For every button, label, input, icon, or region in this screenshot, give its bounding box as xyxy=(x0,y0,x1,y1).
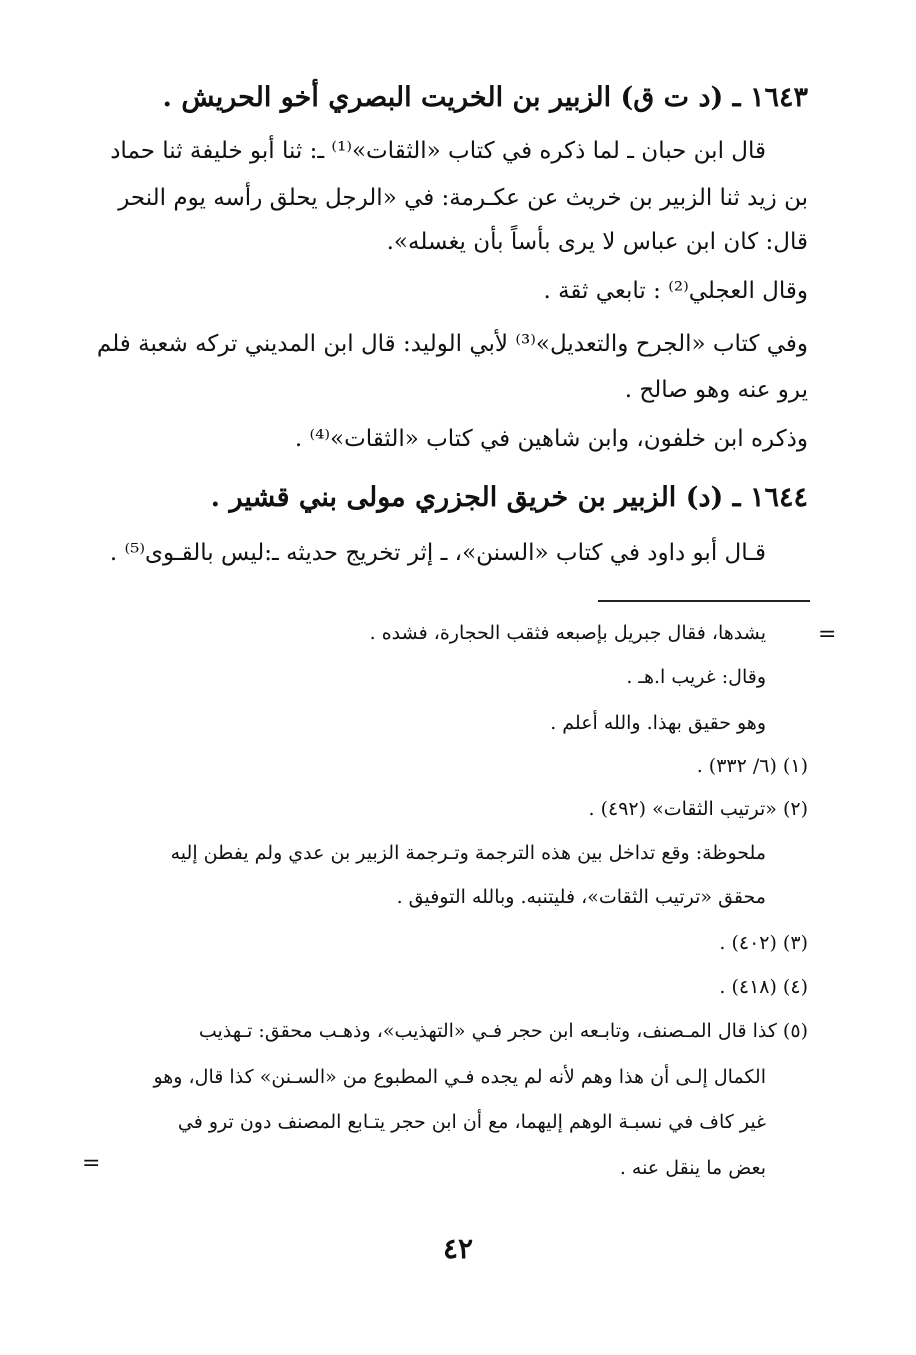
entry-1643-line-2: بن زيد ثنا الزبير بن خريث عن عكـرمة: في «الرجل يحلق رأسه يوم النحر xyxy=(118,185,808,211)
footnote-line: وقال: غريب ا.هـ . xyxy=(626,666,766,688)
entry-1643-line-7: وذكره ابن خلفون، وابن شاهين في كتاب «الثقات»⁽⁴⁾ . xyxy=(294,426,808,452)
footnote-line: بعض ما ينقل عنه . xyxy=(619,1157,766,1179)
footnote-line: يشدها، فقال جبريل بإصبعه فثقب الحجارة، فشده . xyxy=(369,622,766,644)
entry-1644-line-1: قـال أبو داود في كتاب «السنن»، ـ إثر تخريج حديثه ـ:ليس بالقـوى⁽⁵⁾ . xyxy=(109,540,766,566)
footnote-line: (٣) (٤٠٢) . xyxy=(719,932,808,954)
footnote-separator xyxy=(598,600,810,602)
footnote-line: (٢) «ترتيب الثقات» (٤٩٢) . xyxy=(588,798,808,820)
entry-1643-heading: ١٦٤٣ ـ (د ت ق) الزبير بن الخريت البصري أخو الحريش . xyxy=(162,82,808,113)
entry-1643-line-5: وفي كتاب «الجرح والتعديل»⁽³⁾ لأبي الوليد: قال ابن المديني تركه شعبة فلم xyxy=(96,331,808,357)
footnote-line: (٥) كذا قال المـصنف، وتابـعه ابن حجر فـي «التهذيب»، وذهـب محقق: تـهذيب xyxy=(198,1020,808,1042)
entry-1643-line-1: قال ابن حبان ـ لما ذكره في كتاب «الثقات»⁽¹⁾ ـ: ثنا أبو خليفة ثنا حماد xyxy=(110,138,766,164)
entry-1643-line-3: قال: كان ابن عباس لا يرى بأساً بأن يغسله». xyxy=(386,229,808,255)
footnote-line: ملحوظة: وقع تداخل بين هذه الترجمة وتـرجمة الزبير بن عدي ولم يفطن إليه xyxy=(170,842,766,864)
entry-1644-heading: ١٦٤٤ ـ (د) الزبير بن خريق الجزري مولى بني قشير . xyxy=(210,482,808,513)
continuation-mark-top: = xyxy=(818,622,837,647)
footnote-line: الكمال إلـى أن هذا وهم لأنه لم يجده فـي المطبوع من «السـنن» كذا قال، وهو xyxy=(153,1066,766,1088)
page-number: ٤٢ xyxy=(442,1232,474,1265)
footnote-line: (١) (٦/ ٣٣٢) . xyxy=(696,755,808,777)
entry-1643-line-6: يرو عنه وهو صالح . xyxy=(624,377,808,403)
footnote-line: وهو حقيق بهذا. والله أعلم . xyxy=(550,712,766,734)
continuation-mark-bottom: = xyxy=(82,1151,101,1176)
entry-1643-line-4: وقال العجلي⁽²⁾ : تابعي ثقة . xyxy=(543,278,808,304)
footnote-line: محقق «ترتيب الثقات»، فليتنبه. وبالله التوفيق . xyxy=(396,886,766,908)
footnote-line: غير كاف في نسبـة الوهم إليهما، مع أن ابن حجر يتـابع المصنف دون ترو في xyxy=(177,1111,766,1133)
footnote-line: (٤) (٤١٨) . xyxy=(719,976,808,998)
